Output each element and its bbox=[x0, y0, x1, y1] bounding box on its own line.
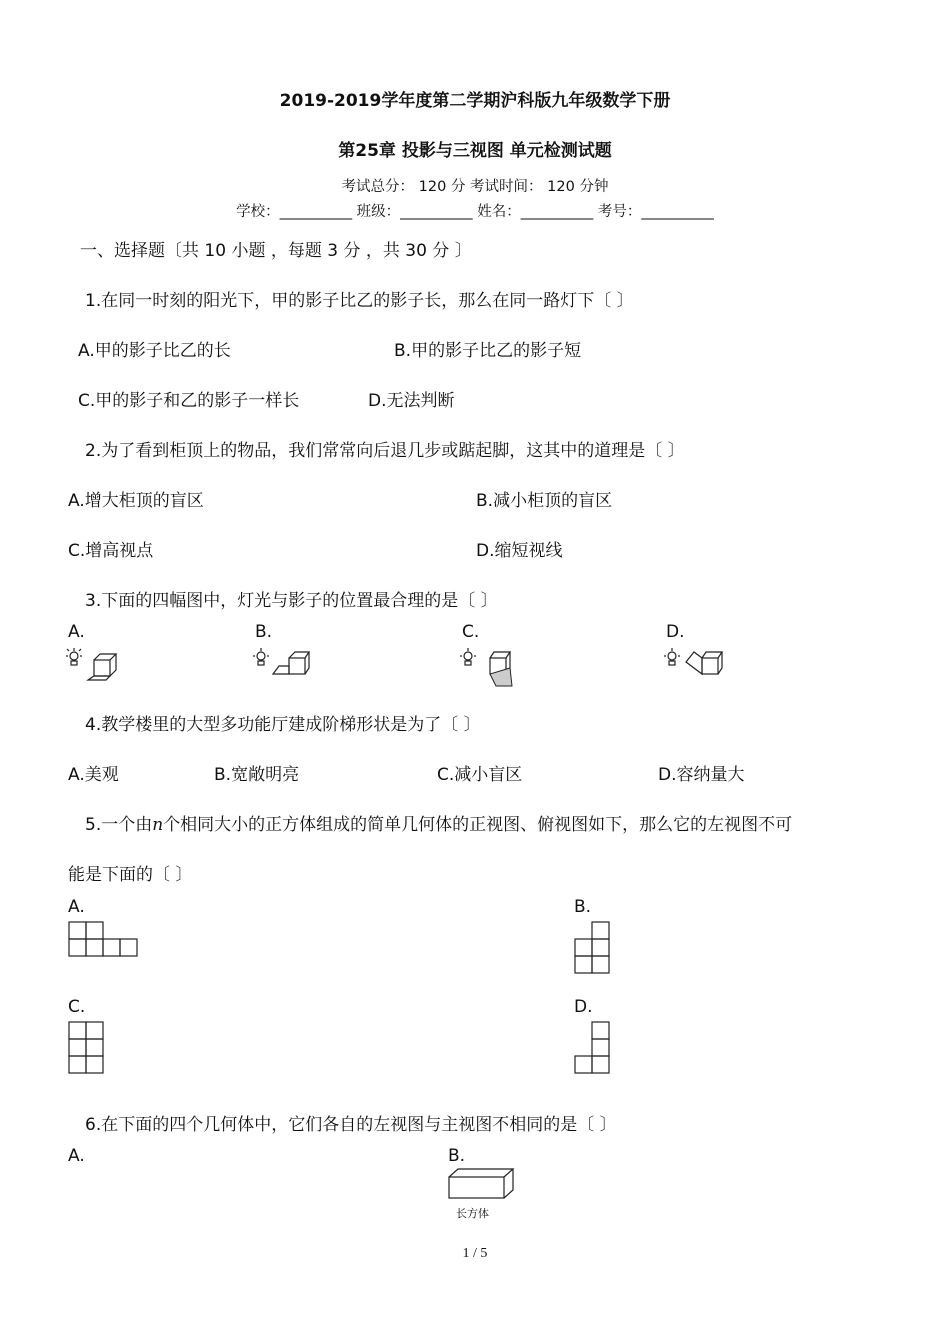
lamp-icon bbox=[253, 648, 269, 665]
q1-option-b: B.甲的影子比乙的影子短 bbox=[394, 341, 582, 361]
student-fields: 学校：__________ 班级：__________ 姓名：__________ 考号：__________ bbox=[236, 204, 714, 220]
q3-stem: 3.下面的四幅图中，灯光与影子的位置最合理的是〔 〕 bbox=[85, 591, 498, 611]
cube-with-shadow bbox=[686, 652, 722, 674]
q2-option-c: C.增高视点 bbox=[68, 541, 154, 561]
q3-option-c: C. bbox=[462, 622, 480, 642]
cube-with-shadow bbox=[273, 652, 309, 674]
q2-stem: 2.为了看到柜顶上的物品，我们常常向后退几步或踮起脚，这其中的道理是〔 〕 bbox=[85, 441, 685, 461]
lamp-icon bbox=[664, 648, 680, 665]
q5-figure-d bbox=[574, 1021, 614, 1075]
q3-figure-b bbox=[253, 646, 313, 686]
q4-option-c: C.减小盲区 bbox=[437, 765, 523, 785]
q5-stem-line2: 能是下面的〔 〕 bbox=[68, 865, 193, 885]
q4-stem: 4.教学楼里的大型多功能厅建成阶梯形状是为了〔 〕 bbox=[85, 715, 481, 735]
q6-cuboid-figure bbox=[448, 1168, 518, 1202]
q6-stem: 6.在下面的四个几何体中，它们各自的左视图与主视图不相同的是〔 〕 bbox=[85, 1115, 617, 1135]
q2-option-a: A.增大柜顶的盲区 bbox=[68, 491, 204, 511]
q3-figure-d bbox=[664, 646, 728, 686]
q5-option-d: D. bbox=[574, 997, 593, 1017]
q1-stem: 1.在同一时刻的阳光下，甲的影子比乙的影子长，那么在同一路灯下〔 〕 bbox=[85, 291, 634, 311]
lamp-icon bbox=[66, 648, 82, 665]
q3-option-d: D. bbox=[666, 622, 685, 642]
q2-option-d: D.缩短视线 bbox=[476, 541, 563, 561]
q3-option-a: A. bbox=[68, 622, 85, 642]
q5-option-a: A. bbox=[68, 897, 85, 917]
chapter-title: 第25章 投影与三视图 单元检测试题 bbox=[338, 141, 612, 161]
page-title: 2019-2019学年度第二学期沪科版九年级数学下册 bbox=[279, 91, 671, 111]
q3-option-b: B. bbox=[255, 622, 273, 642]
q5-figure-b bbox=[574, 921, 614, 975]
q6-option-a: A. bbox=[68, 1146, 85, 1166]
q2-option-b: B.减小柜顶的盲区 bbox=[476, 491, 613, 511]
q1-option-c: C.甲的影子和乙的影子一样长 bbox=[78, 391, 300, 411]
q4-option-d: D.容纳量大 bbox=[658, 765, 745, 785]
q1-option-d: D.无法判断 bbox=[368, 391, 455, 411]
q5-figure-a bbox=[68, 921, 142, 957]
q5-option-c: C. bbox=[68, 997, 86, 1017]
q5-option-b: B. bbox=[574, 897, 592, 917]
q1-option-a: A.甲的影子比乙的长 bbox=[78, 341, 231, 361]
q6-option-b: B. bbox=[448, 1146, 466, 1166]
q5-figure-c bbox=[68, 1021, 108, 1075]
q5-stem: 5.一个由n个相同大小的正方体组成的简单几何体的正视图、俯视图如下，那么它的左视图不可 bbox=[85, 815, 793, 835]
q4-option-b: B.宽敞明亮 bbox=[214, 765, 300, 785]
section-heading: 一、选择题〔共 10 小题 ，每题 3 分 ，共 30 分 〕 bbox=[80, 241, 472, 261]
page-number: 1 / 5 bbox=[462, 1246, 488, 1261]
lamp-icon bbox=[460, 648, 476, 665]
q6-figure-caption: 长方体 bbox=[456, 1207, 489, 1220]
cube-with-shadow bbox=[490, 652, 512, 686]
q3-figure-a bbox=[66, 646, 126, 686]
cube-with-shadow bbox=[88, 654, 116, 680]
q4-option-a: A.美观 bbox=[68, 765, 119, 785]
exam-info: 考试总分： 120 分 考试时间： 120 分钟 bbox=[341, 179, 609, 195]
q3-figure-c bbox=[460, 646, 520, 692]
